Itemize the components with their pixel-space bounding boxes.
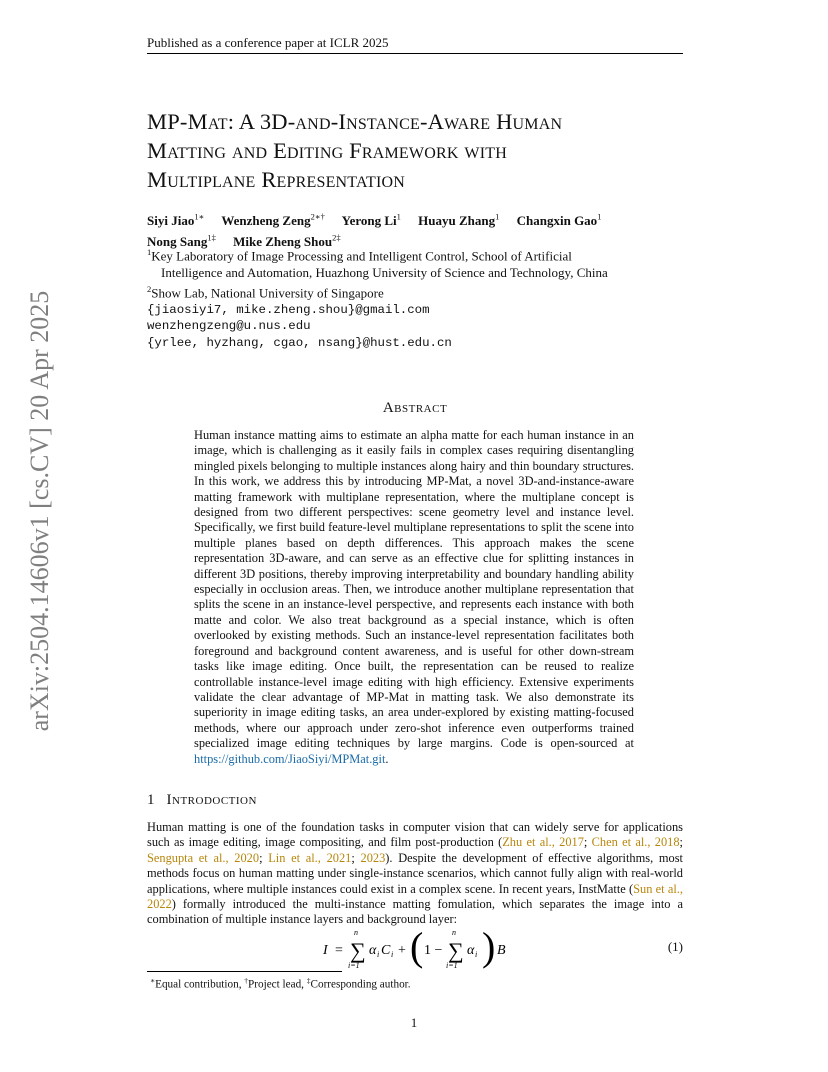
- eq-alpha: α: [369, 943, 377, 958]
- code-link[interactable]: https://github.com/JiaoSiyi/MPMat.git: [194, 751, 386, 766]
- footnote-rule: [147, 971, 342, 972]
- eq-sub: i: [475, 950, 478, 959]
- affiliation-1-cont: Intelligence and Automation, Huazhong University of Science and Technology, China: [161, 265, 608, 281]
- sum-upper: n: [354, 928, 358, 937]
- paren-right: ): [482, 926, 496, 969]
- section-number: 1: [147, 792, 155, 808]
- eq-c: C: [381, 943, 391, 958]
- equation-number: (1): [667, 939, 683, 954]
- equation-1: [147, 926, 683, 974]
- running-header: Published as a conference paper at ICLR 2025: [147, 35, 389, 50]
- intro-paragraph: Human matting is one of the foundation tasks in computer vision that can widely serve for applications such as image editing, image compositing, and film post-production (Zhu et al., 2017; Chen et al., 2018; Sengupta et al., 2020; Lin et al., 2021; 2023). Despite the development of effective algorithms, most methods focus on human matting under single-instance scenarios, which cannot fully align with real-world applications, where multiple instances could exist in a complex scene. In recent years, InstMatte (Sun et al., 2022) formally introduced the multi-instance matting fomulation, which separates the image into a combination of multiple instance layers and background layer:: [147, 820, 684, 927]
- abstract-heading: Abstract: [382, 400, 448, 416]
- affiliation-2: $^2$Show Lab, National University of Singapore: [147, 284, 384, 301]
- sum-lower: i=1: [348, 961, 360, 970]
- title-line-1: MP-Mat: A 3D-and-Instance-Aware Human: [147, 109, 563, 134]
- email: {yrlee, hyzhang, cgao, nsang}@hust.edu.cn: [147, 335, 452, 350]
- eq-alpha: α: [467, 943, 475, 958]
- citation-link[interactable]: Zhu et al., 2017: [502, 835, 584, 850]
- eq-sub: i: [377, 950, 380, 959]
- page-number: 1: [410, 1015, 418, 1030]
- citation-link[interactable]: Chen et al., 2018: [591, 835, 680, 850]
- author: Nong Sang$^{1\ddagger}$: [147, 232, 216, 249]
- sum-upper: n: [452, 928, 456, 937]
- citation-link[interactable]: 2023: [360, 850, 386, 865]
- email: {jiaosiyi7, mike.zheng.shou}@gmail.com: [147, 302, 430, 317]
- eq-sub: i: [391, 950, 394, 959]
- author: Yerong Li$^1$: [341, 212, 401, 229]
- eq-one-minus: 1 −: [424, 943, 443, 958]
- author: Wenzheng Zeng$^{2∗\dagger}$: [221, 212, 325, 229]
- eq-plus: +: [398, 943, 406, 958]
- author: Siyi Jiao$^{1∗}$: [147, 212, 205, 229]
- affiliations: [147, 244, 687, 351]
- citation-link[interactable]: Lin et al., 2021: [268, 850, 352, 865]
- eq-lhs: I: [323, 943, 328, 958]
- section-title: Introdoction: [166, 792, 257, 808]
- equation-render: [147, 926, 683, 974]
- author: Huayu Zhang$^1$: [418, 212, 500, 229]
- email: wenzhengzeng@u.nus.edu: [147, 319, 311, 334]
- title-line-2: Matting and Editing Framework with: [147, 138, 507, 163]
- header-rule: [147, 53, 683, 54]
- affiliation-1: $^1$Key Laboratory of Image Processing and Intelligent Control, School of Artificial: [147, 247, 572, 264]
- paper-title: [147, 107, 687, 194]
- sum-symbol: ∑: [448, 938, 464, 963]
- citation-link[interactable]: Sengupta et al., 2020: [147, 850, 260, 865]
- title-line-3: Multiplane Representation: [147, 167, 405, 192]
- arxiv-stamp: arXiv:2504.14606v1 [cs.CV] 20 Apr 2025: [25, 290, 54, 732]
- citation-link[interactable]: Sun et al., 2022: [147, 881, 684, 912]
- section-heading: [147, 792, 257, 809]
- eq-equals: =: [335, 943, 343, 958]
- author: Mike Zheng Shou$^{2\ddagger}$: [233, 232, 341, 249]
- paren-left: (: [410, 926, 424, 969]
- eq-rhs: B: [497, 943, 506, 958]
- footnote: ∗Equal contribution, †Project lead, ‡Corresponding author.: [150, 976, 411, 991]
- abstract-body: Human instance matting aims to estimate an alpha matte for each human instance in an image, which is challenging as it easily fails in complex cases requiring disentangling mingled pixels belonging to multiple instances along hairy and thin boundary structures. In this work, we address this by introducing MP-Mat, a novel 3D-and-instance-aware matting framework with multiplane representation, where the multiplane concept is designed from two different perspectives: scene geometry level and instance level. Specifically, we first build feature-level multiplane representations to split the scene into multiple planes based on depth differences. This approach makes the scene representation 3D-aware, and can serve as an effective clue for splitting instances in different 3D positions, thereby improving interpretability and boundary handling ability especially in occlusion areas. Then, we introduce another multiplane representation that splits the scene in an instance-level perspective, and represents each instance with both matte and color. We also treat background as a special instance, which is often overlooked by existing methods. Such an instance-level representation facilitates both foreground and background content awareness, and is useful for other down-stream tasks like image editing. Once built, the representation can be reused to realize controllable instance-level image editing with high efficiency. Extensive experiments validate the clear advantage of MP-Mat in matting task. We also demonstrate its superiority in image editing tasks, an area under-explored by existing matting-focused methods, where our approach under zero-shot inference even outperforms trained specialized image editing techniques by large margins. Code is open-sourced at https://github.com/JiaoSiyi/MPMat.git.: [194, 428, 634, 766]
- author: Changxin Gao$^1$: [516, 212, 602, 229]
- sum-lower: i=1: [446, 961, 458, 970]
- sum-symbol: ∑: [350, 938, 366, 963]
